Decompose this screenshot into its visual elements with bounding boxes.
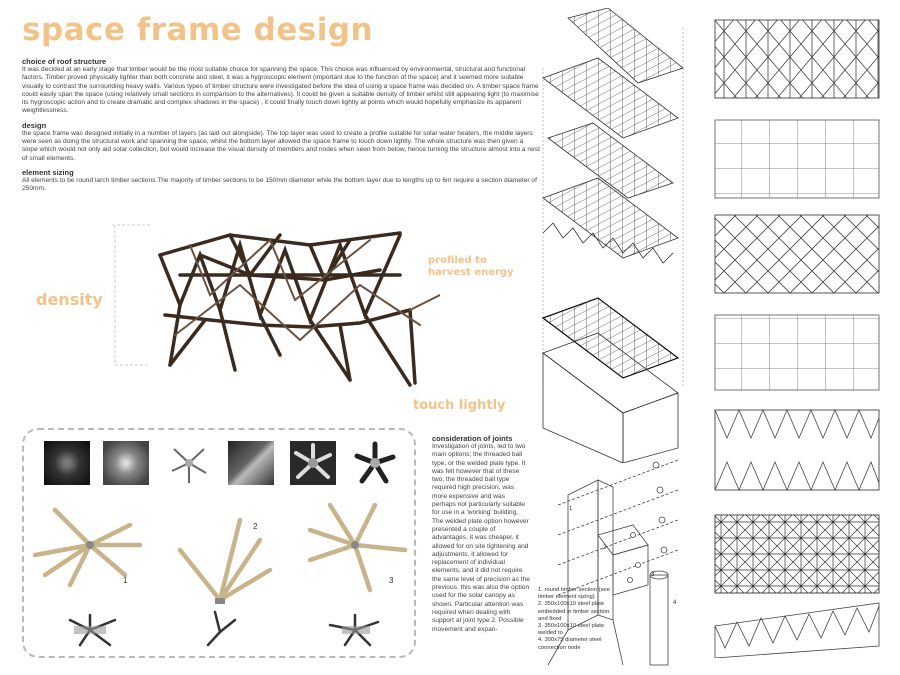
joints-body: Investigation of joints, led to two main options; the threaded ball type, or the welded plate type. It was felt however that of these two, the threaded ball type required high precision, was more expensive and was perhaps not particularly suitable for use in a 'working' building. The welded plate option however presented a couple of advantages, it was cheaper, it allowed for on site tightening and adjustments, it allowed for replacement of individual elements, and it did not require the same level of precision as the previous. this was also the option used for the solar canopy as shown. Particular attention was required when dealing with support at joint type 2. Possible movement and expan- [432,443,530,633]
joints-heading: consideration of joints [432,434,513,443]
joint-photo-5 [290,441,336,485]
joint-photo-1 [44,441,90,485]
legend-item-2: 2. 350x100x10 steel plate embedded in timber section and fixed [538,601,610,622]
joint-number-1: 1 [123,576,128,585]
detail-number-1: 1 [569,506,573,512]
section-heading-design: design [22,120,47,130]
detail-legend [538,587,610,652]
label-density: density [36,290,103,309]
section-heading-sizing: element sizing [22,167,74,177]
detail-number-4: 4 [673,600,677,606]
legend-item-1: 1. round timber section (see timber element sizing) [538,587,610,601]
section-body-roof: It was decided at an early stage that timber would be the most suitable choice for spanning the space. This choice was influenced by environmental, structural and functional factors. Timber proved physically lighter than both concrete and steel, it was a hygroscopic element (important due to the function of the space) and it seemed more suitable visually to contrast the surrounding heavy walls. Various types of timber structure were investigated before the idea of using a space frame was decided on. A timber space frame could easily span the space (using relatively small sections in comparison to the alternatives). It could be given a suitable density of timber whilst still appearing light (to maximise its hygroscopic action and to create dramatic and complex shadows in the space) , it could finally touch down lightly at points which would hopefully emphasize its apparent weightlessness. [22,66,539,115]
detail-number-3: 3 [651,572,655,578]
space-frame-model-photo [110,215,440,395]
joint-photo-6 [352,441,398,485]
section-body-sizing: All elements to be round larch timber sections.The majority of timber sections to be 150mm diameter while the bottom layer due to lengths up to 6m require a section diameter of 250mm. [22,176,537,193]
joint-photo-2 [103,441,149,485]
joint-photo-4 [228,441,274,485]
section-heading-roof: choice of roof structure [22,57,107,66]
joint-number-2: 2 [253,522,258,531]
joints-text [432,434,530,634]
section-body-design: the space frame was designed initially in a number of layers (as laid out alongside). The top layer was used to create a profile suitable for solar water heaters, the middle layers were seen as doing the structural work and spanning the space, whilst the bottom layer allowed the space frame to touch down lightly. The whole structure was then given a slope which would not only aid solar collection, but would increase the visual density of members and nodes when seen from below, hence turning the structure almost into a nest of small elements. [22,129,540,162]
exploded-layers-diagram [538,8,688,463]
detail-number-2: 2 [603,545,607,551]
legend-item-4: 4. 300x75 diameter steel connection node [538,637,602,651]
label-profiled-line2: harvest energy [428,267,514,278]
text-column [22,57,540,199]
joint-photo-3 [166,441,212,485]
joint-renders [30,500,410,650]
joint-number-3: 3 [389,576,394,585]
label-profiled-line1: profiled to [428,255,487,266]
page-title: space frame design [22,12,374,48]
label-profiled [428,255,514,279]
plan-layers-diagram [713,18,883,658]
legend-item-3: 3. 350x100x10 steel plate welded to [538,623,605,637]
label-touch-lightly: touch lightly [413,398,506,413]
